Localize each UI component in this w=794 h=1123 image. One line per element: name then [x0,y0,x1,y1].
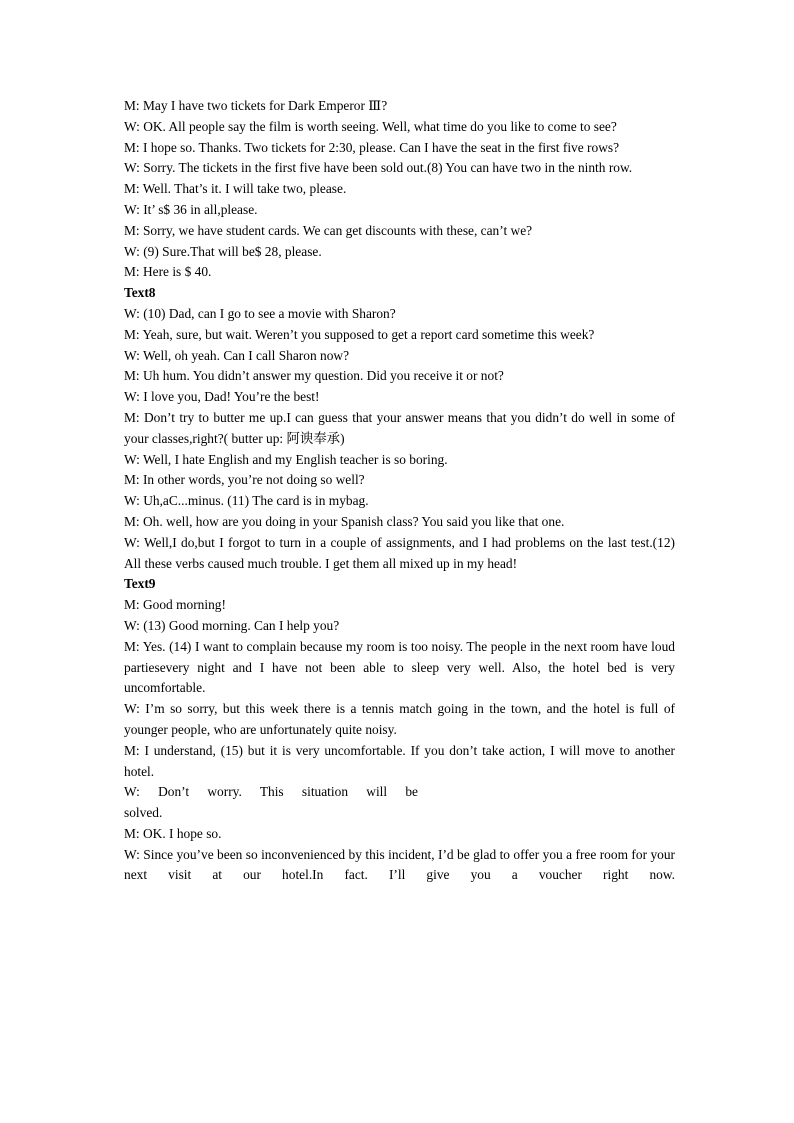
dialogue-line: M: Yes. (14) I want to complain because my room is too noisy. The people in the next room have loud partiesevery night and I have not been able to sleep very well. Also, the hotel bed is very uncomfortable. [124,638,675,696]
section-heading-text8: Text8 [124,285,156,301]
dialogue-line: W: Well, I hate English and my English teacher is so boring. [124,451,448,467]
dialogue-line: W: OK. All people say the film is worth seeing. Well, what time do you like to come to see? [124,118,617,134]
dialogue-line-narrow: W: Don’t worry. This situation will be [124,784,418,800]
dialogue-line: M: Sorry, we have student cards. We can get discounts with these, can’t we? [124,222,533,238]
dialogue-line: M: Yeah, sure, but wait. Weren’t you supposed to get a report card sometime this week? [124,326,595,342]
dialogue-line: M: Good morning! [124,597,226,613]
dialogue-line: W: It’ s$ 36 in all,please. [124,201,258,217]
dialogue-line: W: Sorry. The tickets in the first five have been sold out.(8) You can have two in the ninth row. [124,160,633,176]
dialogue-line: M: I hope so. Thanks. Two tickets for 2:30, please. Can I have the seat in the first five rows? [124,139,620,155]
section-heading-text9: Text9 [124,576,156,592]
dialogue-line-continuation: solved. [124,805,163,821]
dialogue-line: W: (10) Dad, can I go to see a movie with Sharon? [124,305,396,321]
dialogue-line: W: Uh,aC...minus. (11) The card is in mybag. [124,493,369,509]
dialogue-line: W: I’m so sorry, but this week there is a tennis match going in the town, and the hotel is full of younger people, who are unfortunately quite noisy. [124,701,675,737]
dialogue-line: W: I love you, Dad! You’re the best! [124,389,320,405]
dialogue-line: W: (9) Sure.That will be$ 28, please. [124,243,322,259]
document-page [124,96,675,886]
dialogue-line: M: Uh hum. You didn’t answer my question. Did you receive it or not? [124,368,504,384]
dialogue-line: W: Since you’ve been so inconvenienced by this incident, I’d be glad to offer you a free room for your next visit at our hotel.In fact. I’ll give you a voucher right now. [124,846,675,883]
dialogue-line: M: In other words, you’re not doing so well? [124,472,365,488]
dialogue-line: M: May I have two tickets for Dark Emperor Ⅲ? [124,98,388,113]
dialogue-line: W: Well, oh yeah. Can I call Sharon now? [124,347,350,363]
dialogue-line: M: Don’t try to butter me up.I can guess that your answer means that you didn’t do well in some of your classes,right?( butter up: 阿谀奉承) [124,409,675,446]
dialogue-line: M: Well. That’s it. I will take two, please. [124,181,347,197]
dialogue-line: M: Here is $ 40. [124,264,212,280]
dialogue-line: M: I understand, (15) but it is very uncomfortable. If you don’t take action, I will move to another hotel. [124,742,675,779]
dialogue-line: M: OK. I hope so. [124,825,222,841]
dialogue-line: W: Well,I do,but I forgot to turn in a couple of assignments, and I had problems on the last test.(12) All these verbs caused much trouble. I get them all mixed up in my head! [124,534,675,571]
dialogue-line: W: (13) Good morning. Can I help you? [124,617,340,633]
dialogue-line: M: Oh. well, how are you doing in your Spanish class? You said you like that one. [124,513,565,529]
